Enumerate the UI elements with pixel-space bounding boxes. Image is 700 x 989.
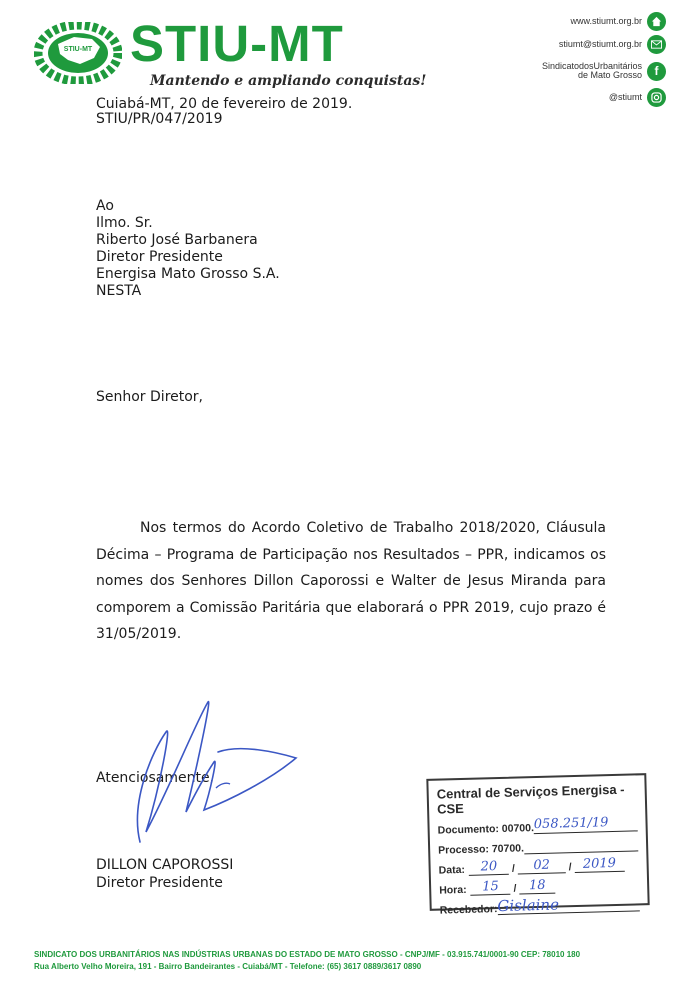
stamp-date-month: 02 <box>533 857 551 874</box>
handwritten-signature <box>100 692 310 862</box>
closing: Atenciosamente, <box>96 770 215 786</box>
stamp-date-year: 2019 <box>582 855 617 872</box>
logo-text: STIU-MT <box>63 46 93 53</box>
address-line: Diretor Presidente <box>96 249 223 265</box>
stamp-time-minute: 18 <box>528 877 546 894</box>
address-line: Ilmo. Sr. <box>96 215 153 231</box>
stamp-document-value: 058.251/19 <box>533 815 609 833</box>
instagram-icon <box>647 88 666 107</box>
stamp-document-row: Documento: 00700. 058.251/19 <box>429 811 645 837</box>
receipt-stamp <box>426 773 649 917</box>
signer-role: Diretor Presidente <box>96 875 223 891</box>
facebook-icon: f <box>647 62 666 81</box>
letter-body: Nos termos do Acordo Coletivo de Trabalho 2018/2020, Cláusula Décima – Programa de Participação nos Resultados – PPR, indicamos os nomes dos Senhores Dillon Caporossi e Walter de Jesus Miranda para comporem a Comissão Paritária que elaborará o PPR 2019, cujo prazo é 31/05/2019. <box>96 520 606 642</box>
stamp-receiver-row: Recebedor: Gislaine <box>431 891 647 917</box>
address-line: Energisa Mato Grosso S.A. <box>96 266 280 282</box>
footer-line-1: SINDICATO DOS URBANITÁRIOS NAS INDÚSTRIAS URBANAS DO ESTADO DE MATO GROSSO - CNPJ/MF - 03.915.741/0001-90 CEP: 78010 180 <box>34 950 581 959</box>
stamp-title: Central de Serviços Energisa - CSE <box>436 781 625 817</box>
recipient-address <box>96 198 280 300</box>
union-logo <box>34 22 122 84</box>
salutation: Senhor Diretor, <box>96 389 204 405</box>
slogan: Mantendo e ampliando conquistas! <box>150 73 427 89</box>
stamp-date-day: 20 <box>480 859 498 875</box>
letter-date: Cuiabá-MT, 20 de fevereiro de 2019. <box>96 96 353 112</box>
stamp-time-hour: 15 <box>482 879 500 895</box>
contact-instagram[interactable]: @stiumt <box>446 88 666 107</box>
stamp-receiver-signature: Gislaine <box>497 895 560 916</box>
contact-website[interactable]: www.stiumt.org.br <box>446 12 666 31</box>
stamp-time-row: Hora: 15 / 18 <box>431 871 647 897</box>
brand-name: STIU-MT <box>130 15 344 72</box>
home-icon <box>647 12 666 31</box>
signer-name: DILLON CAPOROSSI <box>96 857 234 873</box>
stamp-date-row: Data: 20 / 02 / 2019 <box>430 851 646 877</box>
address-line: Riberto José Barbanera <box>96 232 258 248</box>
footer-line-2: Rua Alberto Velho Moreira, 191 - Bairro Bandeirantes - Cuiabá/MT - Telefone: (65) 3617 0889/3617 0890 <box>34 962 422 971</box>
contact-facebook[interactable]: SindicatodosUrbanitários de Mato Grosso f <box>446 58 666 84</box>
stamp-process-row: Processo: 70700. <box>430 831 646 857</box>
contact-email[interactable]: stiumt@stiumt.org.br <box>446 35 666 54</box>
address-line: NESTA <box>96 283 142 299</box>
address-line: Ao <box>96 198 114 214</box>
letter-reference: STIU/PR/047/2019 <box>96 111 223 127</box>
contact-list <box>446 12 666 111</box>
mail-icon <box>647 35 666 54</box>
